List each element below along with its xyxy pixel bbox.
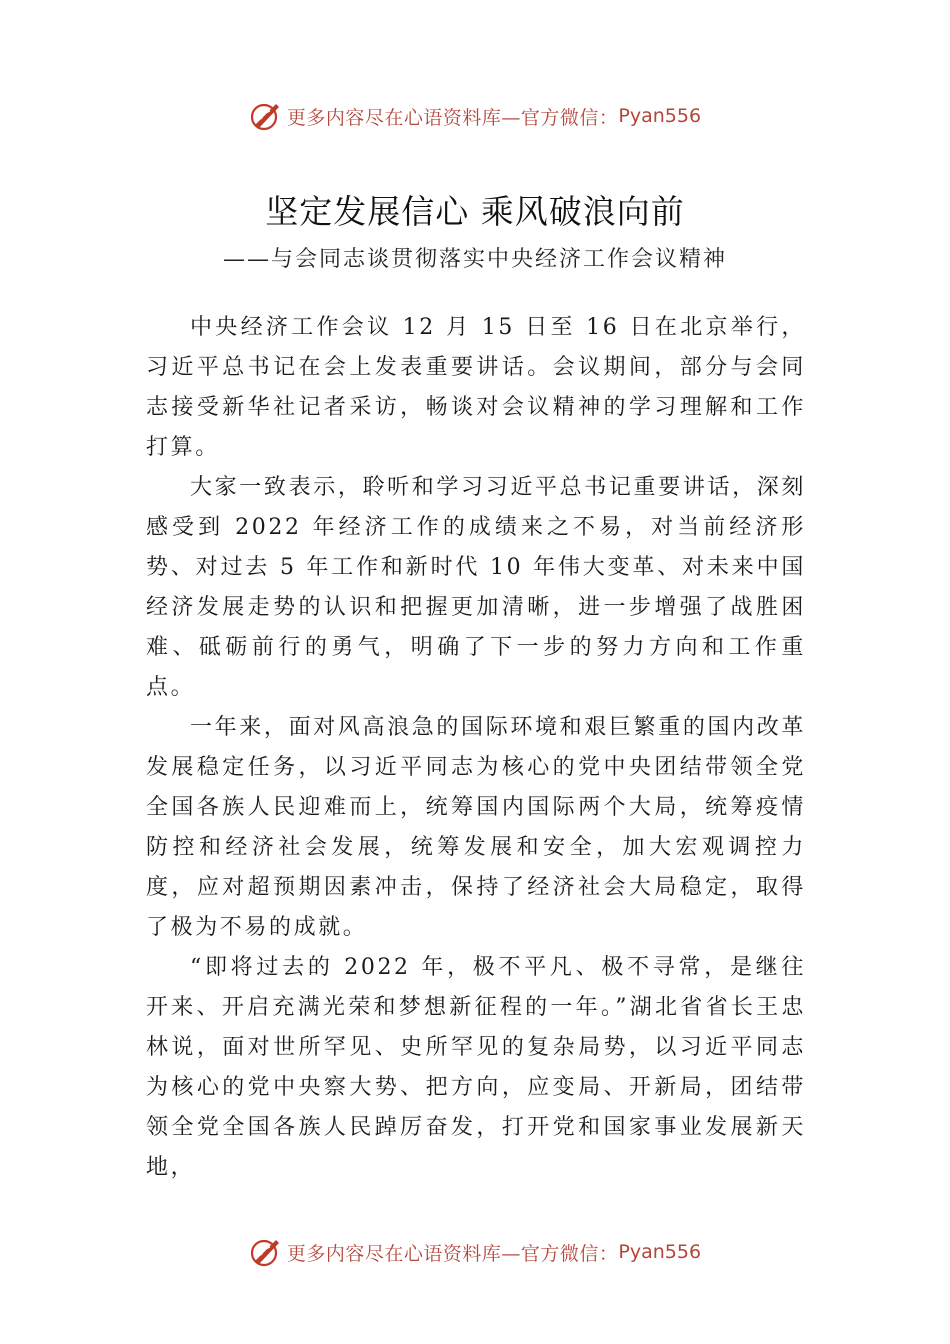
paragraph: 中央经济工作会议 12 月 15 日至 16 日在北京举行，习近平总书记在会上发表重要讲话。会议期间，部分与会同志接受新华社记者采访，畅谈对会议精神的学习理解和工作打算。: [146, 315, 806, 460]
footer-brand: [0, 1232, 950, 1272]
page-title: 坚定发展信心 乘风破浪向前: [265, 192, 685, 231]
page-subtitle: ——与会同志谈贯彻落实中央经济工作会议精神: [222, 247, 727, 272]
pen-logo-icon: [249, 1235, 283, 1269]
paragraph: 大家一致表示，聆听和学习习近平总书记重要讲话，深刻感受到 2022 年经济工作的成绩来之不易，对当前经济形势、对过去 5 年工作和新时代 10 年伟大变革、对未来中国经济发展走势的认识和把握更加清晰，进一步增强了战胜困难、砥砺前行的勇气，明确了下一步的努力方向和工作重点。: [146, 475, 806, 700]
paragraph: “即将过去的 2022 年，极不平凡、极不寻常，是继往开来、开启充满光荣和梦想新征程的一年。”湖北省省长王忠林说，面对世所罕见、史所罕见的复杂局势，以习近平同志为核心的党中央察大势、把方向，应变局、开新局，团结带领全党全国各族人民踔厉奋发，打开党和国家事业发展新天地，: [146, 955, 806, 1180]
brand-text: 更多内容尽在心语资料库—官方微信：: [286, 106, 619, 129]
wechat-id: Pyan556: [618, 105, 702, 127]
pen-logo-icon: [249, 99, 283, 133]
brand-text: 更多内容尽在心语资料库—官方微信：: [286, 1242, 619, 1265]
header-brand: [0, 96, 950, 136]
paragraph: 一年来，面对风高浪急的国际环境和艰巨繁重的国内改革发展稳定任务，以习近平同志为核心的党中央团结带领全党全国各族人民迎难而上，统筹国内国际两个大局，统筹疫情防控和经济社会发展，统筹发展和安全，加大宏观调控力度，应对超预期因素冲击，保持了经济社会大局稳定，取得了极为不易的成就。: [146, 715, 806, 940]
wechat-id: Pyan556: [618, 1241, 702, 1263]
article-body: [146, 308, 806, 1188]
